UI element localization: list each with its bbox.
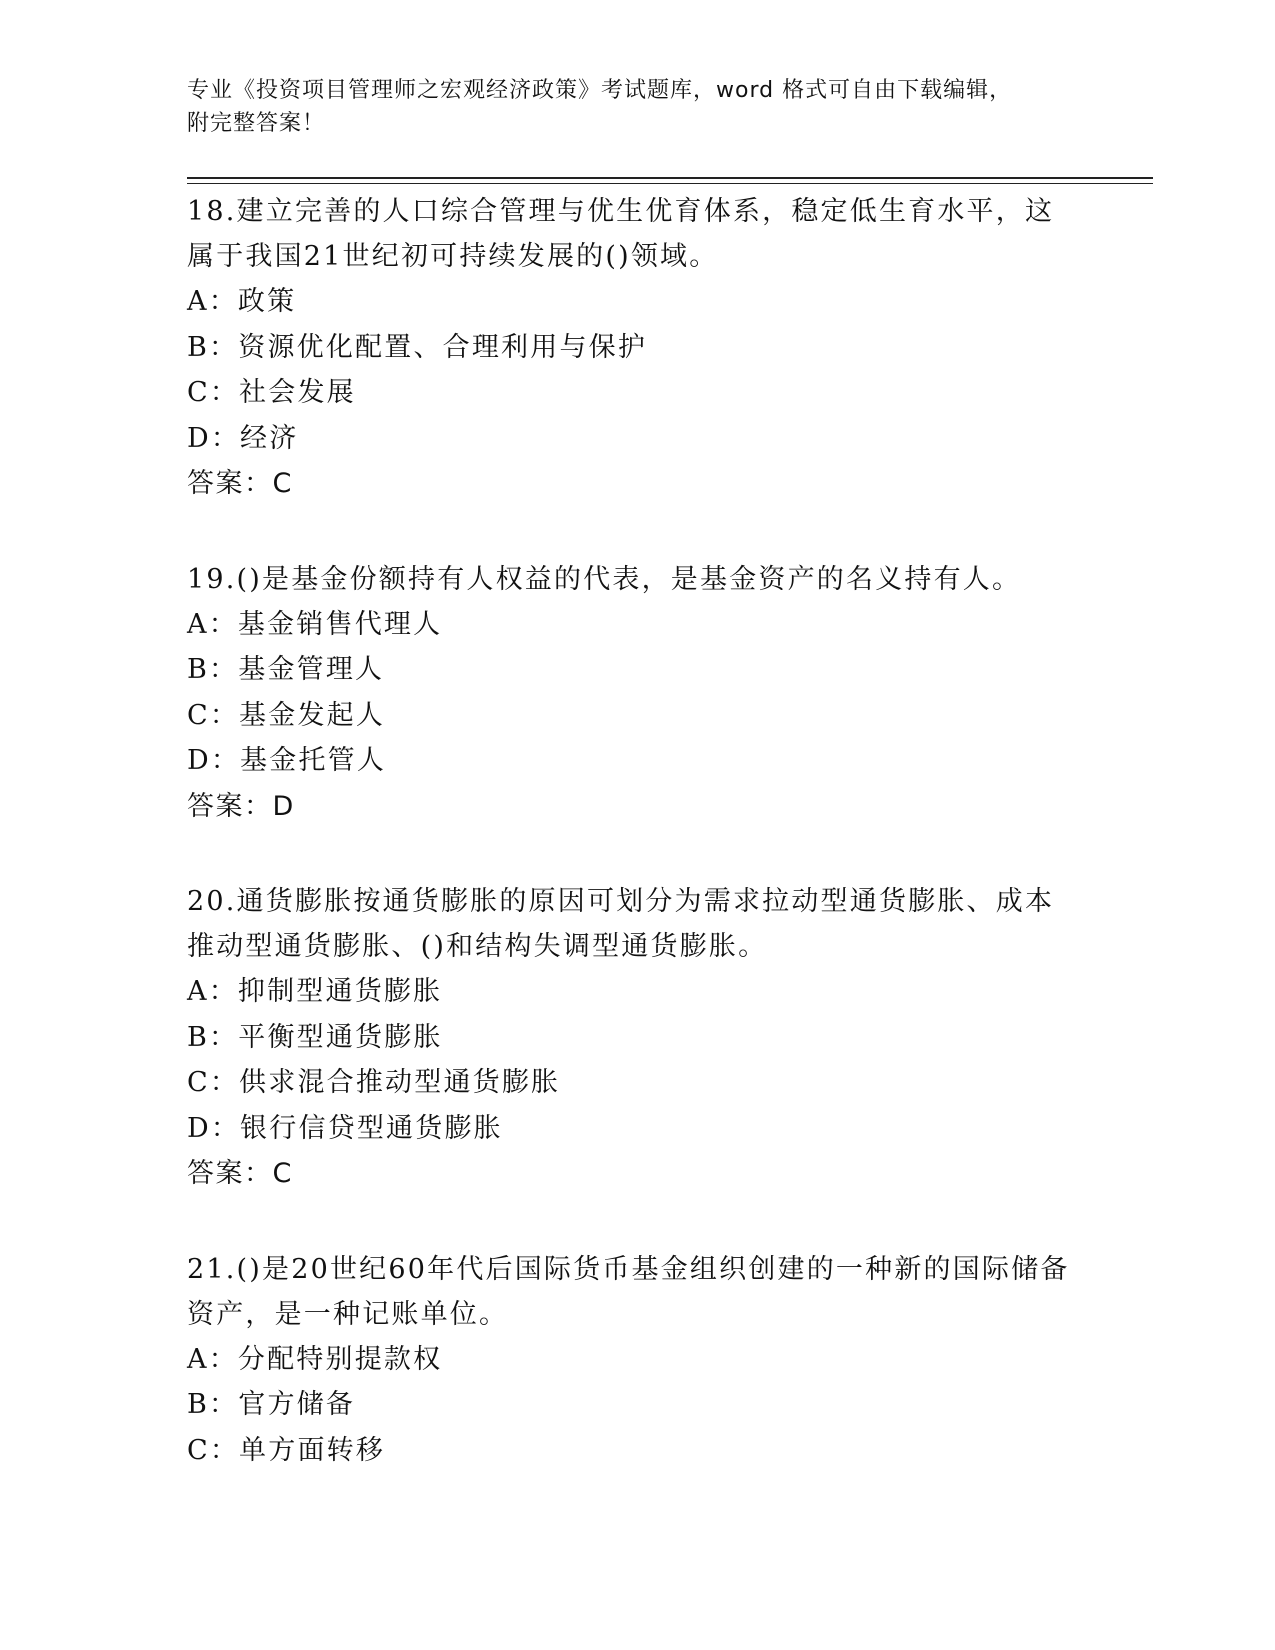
option-c: C：基金发起人 bbox=[187, 699, 386, 731]
option-b: B：平衡型通货膨胀 bbox=[187, 1021, 443, 1053]
option-a: A：基金销售代理人 bbox=[187, 608, 443, 640]
answer-line: 答案：C bbox=[187, 468, 293, 499]
header-line-2: 附完整答案！ bbox=[187, 111, 326, 136]
option-a: A：分配特别提款权 bbox=[187, 1343, 443, 1375]
question-stem: 18.建立完善的人口综合管理与优生优育体系，稳定低生育水平，这属于我国21世纪初可持续发展的()领域。 bbox=[187, 196, 1055, 272]
question-stem: 21.()是20世纪60年代后国际货币基金组织创建的一种新的国际储备资产，是一种记账单位。 bbox=[187, 1253, 1070, 1330]
header-divider-thin bbox=[187, 183, 1153, 184]
question-gap bbox=[187, 829, 1077, 879]
question-21 bbox=[187, 1247, 1077, 1474]
question-stem: 20.通货膨胀按通货膨胀的原因可划分为需求拉动型通货膨胀、成本推动型通货膨胀、()和结构失调型通货膨胀。 bbox=[187, 886, 1055, 962]
option-c: C：供求混合推动型通货膨胀 bbox=[187, 1067, 561, 1098]
question-list bbox=[187, 189, 1077, 1473]
header-divider-thick bbox=[187, 177, 1153, 179]
document-header bbox=[187, 74, 1087, 140]
answer-line: 答案：D bbox=[187, 790, 295, 822]
question-gap bbox=[187, 1197, 1077, 1247]
question-gap bbox=[187, 507, 1077, 557]
option-a: A：政策 bbox=[187, 286, 297, 317]
header-line-1: 专业《投资项目管理师之宏观经济政策》考试题库，word 格式可自由下载编辑， bbox=[187, 78, 1013, 103]
option-d: D：银行信贷型通货膨胀 bbox=[187, 1112, 503, 1144]
question-stem: 19.()是基金份额持有人权益的代表，是基金资产的名义持有人。 bbox=[187, 563, 1022, 595]
question-19 bbox=[187, 557, 1077, 830]
option-c: C：单方面转移 bbox=[187, 1434, 386, 1466]
option-b: B：资源优化配置、合理利用与保护 bbox=[187, 331, 648, 363]
option-d: D：基金托管人 bbox=[187, 745, 387, 776]
answer-line: 答案：C bbox=[187, 1158, 293, 1189]
option-a: A：抑制型通货膨胀 bbox=[187, 976, 443, 1007]
option-d: D：经济 bbox=[187, 422, 299, 454]
question-20 bbox=[187, 879, 1077, 1197]
option-b: B：官方储备 bbox=[187, 1389, 356, 1420]
option-c: C：社会发展 bbox=[187, 377, 356, 408]
option-b: B：基金管理人 bbox=[187, 654, 385, 685]
question-18 bbox=[187, 189, 1077, 507]
